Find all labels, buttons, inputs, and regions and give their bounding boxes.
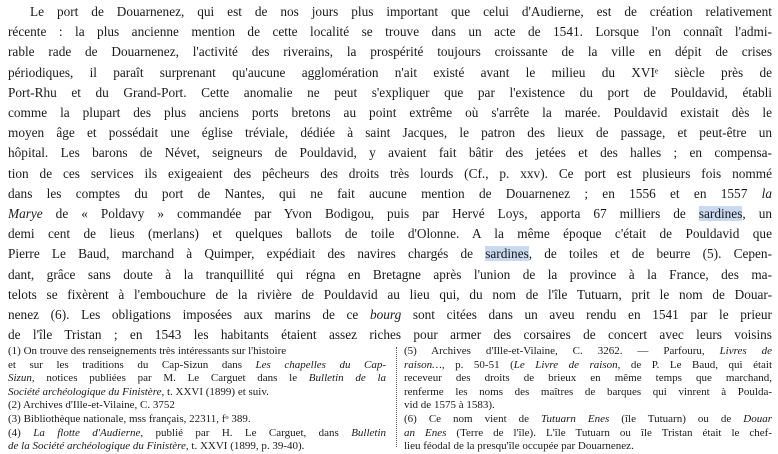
text-run: (4)	[8, 426, 34, 439]
highlighted-word: sardines	[485, 246, 529, 262]
italic-text: Bulletin de la	[308, 372, 387, 385]
text-run: notices publiées par M. Le Carguet dans le	[34, 372, 309, 385]
paragraph-line	[8, 63, 772, 83]
text-run: et sur les traditions du Cap-Sizun dans	[8, 358, 256, 371]
footnote-line	[404, 359, 772, 373]
footnote-line	[8, 440, 386, 454]
text-run: renferme les noms des maîtres de barques qui vinrent à Poulda-	[404, 385, 772, 398]
text-run: vid de 1575 à 1583).	[404, 399, 495, 412]
italic-text: La flotte d'Audierne,	[33, 426, 144, 439]
paragraph-line	[8, 285, 772, 305]
italic-text: Marye	[8, 206, 43, 222]
text-run: publié par H. Le Carguet, dans	[143, 426, 352, 439]
paragraph-line	[8, 164, 772, 184]
paragraph-line	[8, 184, 772, 204]
text-run: (6) Ce nom vient de	[404, 412, 542, 425]
text-run: telots se fixèrent à l'embouchure de la rivière de Pouldavid au lieu qui, du nom de l'île Tutuarn, prit le nom de Douar-	[8, 286, 772, 302]
paragraph-line	[8, 103, 772, 123]
footnote-line	[8, 345, 386, 359]
text-run: de l'île Tristan ; en 1543 les habitants étaient assez riches pour armer des corsaires de concert avec leurs voisins	[8, 327, 772, 343]
text-run: de P. Le Baud, qui était	[620, 358, 773, 371]
text-run: (Terre de l'île). L'île Tutuarn ou île Tristan était le chef-	[446, 426, 773, 439]
paragraph-line	[8, 2, 772, 22]
text-run: périodiques, il paraît surprenant qu'aucune agglomération n'ait existé avant le milieu du XVIᵉ siècle près de	[8, 64, 772, 80]
footnote-line	[8, 372, 386, 386]
italic-text: an Enes	[404, 426, 447, 439]
paragraph-line	[8, 204, 772, 224]
text-run: p. 50-51 (	[444, 358, 514, 371]
text-run: de « Poldavy » commandée par Yvon Bodigou, puis par Hervé Loys, apporta 67 milliers de	[42, 206, 699, 222]
footnote-line	[404, 413, 772, 427]
text-run: moyen âge et possédait une église tréviale, dédiée à saint Jacques, le patron des lieux de passage, et peut-être un	[8, 125, 772, 141]
italic-text: Livres de	[719, 345, 772, 357]
paragraph-line	[8, 305, 772, 325]
italic-text: bourg	[369, 307, 402, 323]
text-run: Le port de Douarnenez, qui est de nos jours plus important que celui d'Audierne, est de création relativement	[30, 4, 772, 19]
text-run: sont citées dans un aveu rendu en 1541 par le prieur	[401, 307, 772, 323]
text-run: , un	[742, 206, 772, 222]
text-run: dant, grâce sans doute à la tranquillité qui régna en Bretagne après l'union de la province à la France, des ma-	[8, 266, 772, 282]
footnote-line	[404, 399, 772, 413]
italic-text: Les chapelles du Cap-	[255, 358, 386, 371]
footnote-line	[404, 386, 772, 400]
text-run: t. XXVI (1899) et suiv.	[164, 385, 269, 398]
paragraph-line	[8, 83, 772, 103]
text-run: Pierre Le Baud, marchand à Quimper, expédiait des navires chargés de	[8, 246, 486, 262]
footnote-line	[404, 427, 772, 441]
italic-text: de la Société archéologique du Finistère,	[8, 440, 189, 453]
text-run: receveur des droits de brieux en même temps que marchand,	[404, 372, 772, 385]
paragraph-line	[8, 22, 772, 42]
paragraph-line	[8, 123, 772, 143]
paragraph-line	[8, 265, 772, 285]
text-run: récente : la plus ancienne mention de cette localité se trouve dans un acte de 1541. Lorsque l'on connaît l'admi-	[8, 24, 772, 40]
text-run: (île Tutuarn) ou de	[609, 412, 744, 425]
text-run: t. XXVI (1899, p. 39-40).	[188, 440, 305, 453]
footnotes-right	[404, 345, 772, 454]
text-run: lieu féodal de la presqu'île occupée par Douarnenez.	[404, 440, 634, 453]
footnote-line	[8, 359, 386, 373]
paragraph-line	[8, 42, 772, 62]
italic-text: Société archéologique du Finistère,	[8, 385, 165, 398]
footnote-line	[404, 440, 772, 454]
highlighted-word: sardines	[698, 206, 743, 222]
main-text	[8, 2, 772, 345]
italic-text: Tutuarn Enes	[541, 412, 610, 425]
text-run: , de toiles et de beurre (5). Cepen-	[528, 246, 772, 262]
footnote-line	[8, 427, 386, 441]
italic-text: Bulletin	[351, 426, 387, 439]
text-run: rable rade de Douarnenez, l'activité des riverains, la prospérité toujours croissante de la ville en dépit de crises	[8, 44, 772, 60]
footnote-column-separator	[396, 347, 397, 447]
footnote-line	[404, 372, 772, 386]
paragraph-line	[8, 143, 772, 163]
footnote-line	[8, 386, 386, 400]
text-run: tion de ces services ils exigeaient des pêcheurs des droits très lourds (Cf., p. xxv). Ce port est plusieurs fois nommé	[8, 165, 772, 181]
italic-text: Le Livre de raison,	[513, 358, 621, 371]
footnote-line	[8, 413, 386, 427]
italic-text: raison…,	[404, 358, 445, 371]
text-run: demi cent de lieus (merlans) et quelques ballots de toile d'Olonne. A la même époque c'était de Pouldavid que	[8, 226, 772, 242]
text-run: dans les comptes du port de Nantes, qui ne fait aucune mention de Douarnenez ; en 1556 et en 1557	[8, 185, 762, 201]
text-run: hôpital. Les barons de Névet, seigneurs de Pouldavid, y avaient fait bâtir des jetées et des halles ; en compensa-	[8, 145, 772, 161]
text-run: (2) Archives d'Ille-et-Vilaine, C. 3752	[8, 399, 175, 412]
text-run: (5) Archives d'Ille-et-Vilaine, C. 3262. — Parfouru,	[404, 345, 720, 357]
paragraph-line	[8, 244, 772, 264]
footnotes-left	[8, 345, 386, 454]
paragraph-line	[8, 224, 772, 244]
text-run: Port-Rhu et du Grand-Port. Cette anomalie ne peut s'expliquer que par l'existence du port de Pouldavid, établi	[8, 84, 772, 100]
footnote-line	[8, 399, 386, 413]
italic-text: la	[761, 185, 772, 201]
italic-text: Sizun,	[8, 372, 35, 385]
footnote-line	[404, 345, 772, 359]
text-run: nenez (6). Les obligations imposées aux marins de ce	[8, 307, 370, 323]
italic-text: Douar	[743, 412, 772, 425]
text-run: (1) On trouve des renseignements très intéressants sur l'histoire	[8, 345, 287, 357]
text-run: comme la plupart des plus anciens ports bretons au point extrême où s'arrête la marée. Pouldavid existait dès le	[8, 105, 772, 121]
text-run: (3) Bibliothèque nationale, mss français, 22311, fᵒ 389.	[8, 412, 251, 425]
paragraph-line	[8, 325, 772, 345]
